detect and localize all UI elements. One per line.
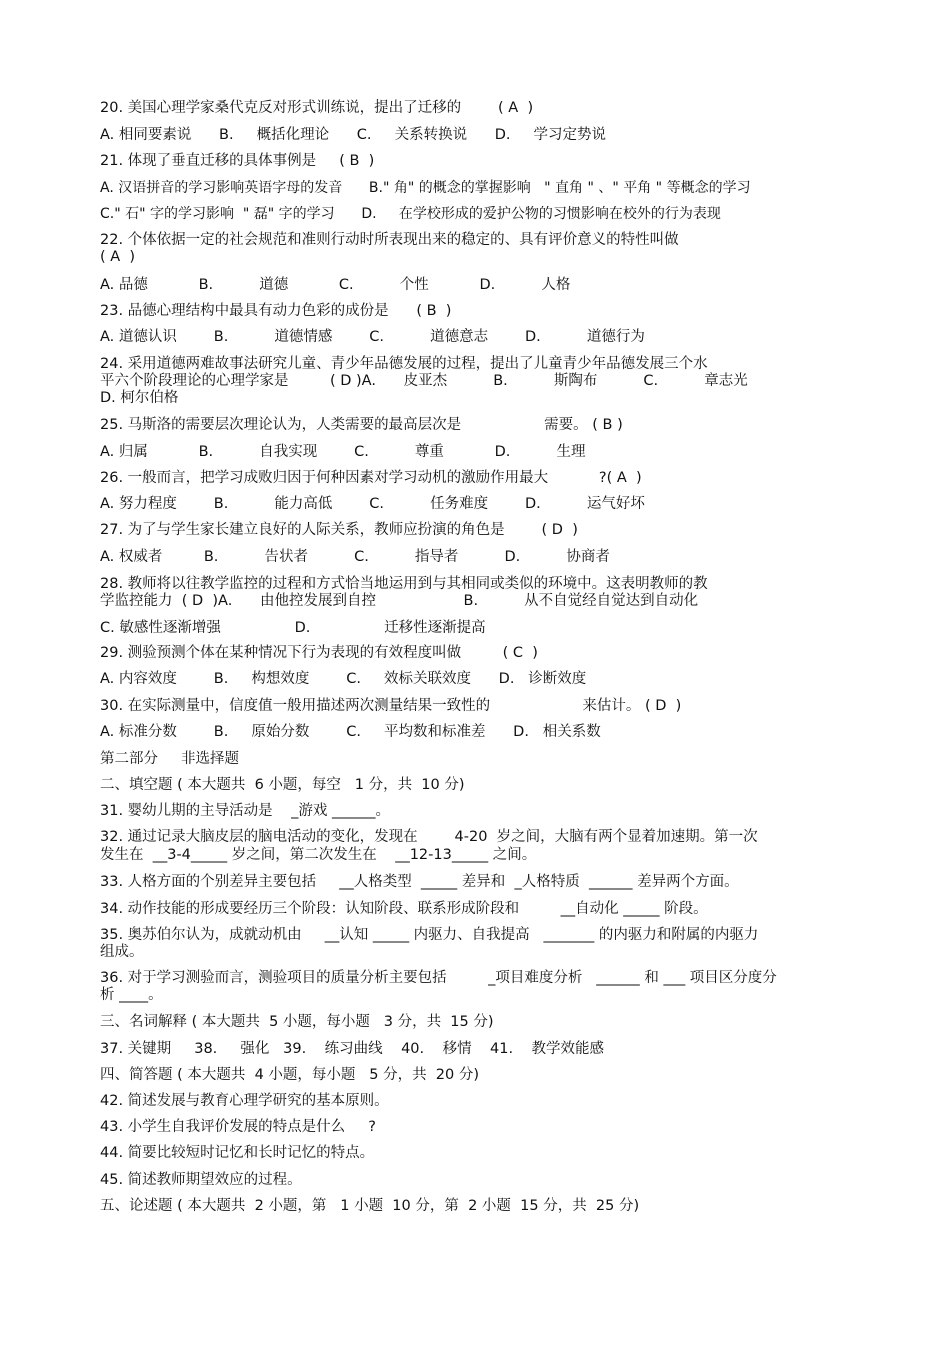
section-terms-heading: 三、名词解释 ( 本大题共 5 小题，每小题 3 分，共 15 分) xyxy=(100,1014,494,1030)
part-two-heading: 第二部分 非选择题 xyxy=(100,751,240,767)
options-27: A. 权威者 B. 告状者 C. 指导者 D. 协商者 xyxy=(100,549,610,565)
options-21-ab: A. 汉语拼音的学习影响英语字母的发音 B." 角" 的概念的掌握影响 " 直角 " 、" 平角 " 等概念的学习 xyxy=(100,180,751,196)
question-32: 32. 通过记录大脑皮层的脑电活动的变化，发现在 4-20 岁之间，大脑有两个显着加速期。第一次 xyxy=(100,829,758,845)
options-29: A. 内容效度 B. 构想效度 C. 效标关联效度 D. 诊断效度 xyxy=(100,671,587,687)
question-21: 21. 体现了垂直迁移的具体事例是 ( B ) xyxy=(100,153,375,169)
section-short-answer-heading: 四、简答题 ( 本大题共 4 小题，每小题 5 分，共 20 分) xyxy=(100,1067,480,1083)
question-44: 44. 简要比较短时记忆和长时记忆的特点。 xyxy=(100,1145,375,1161)
question-32-cont: 发生在 __3-4_____ 岁之间，第二次发生在 __12-13_____ 之间。 xyxy=(100,847,537,863)
question-30: 30. 在实际测量中，信度值一般用描述两次测量结果一致性的 来估计。 ( D ) xyxy=(100,698,682,714)
options-22: A. 品德 B. 道德 C. 个性 D. 人格 xyxy=(100,277,571,293)
question-42: 42. 简述发展与教育心理学研究的基本原则。 xyxy=(100,1093,389,1109)
question-29: 29. 测验预测个体在某种情况下行为表现的有效程度叫做 ( C ) xyxy=(100,645,538,661)
options-26: A. 努力程度 B. 能力高低 C. 任务难度 D. 运气好坏 xyxy=(100,496,645,512)
question-22: 22. 个体依据一定的社会规范和准则行动时所表现出来的稳定的、具有评价意义的特性叫做 xyxy=(100,232,679,248)
question-34: 34. 动作技能的形成要经历三个阶段：认知阶段、联系形成阶段和 __自动化 _____ 阶段。 xyxy=(100,901,708,917)
section-fill-blank-heading: 二、填空题 ( 本大题共 6 小题，每空 1 分，共 10 分) xyxy=(100,777,465,793)
options-20: A. 相同要素说 B. 概括化理论 C. 关系转换说 D. 学习定势说 xyxy=(100,127,607,143)
question-24: 24. 采用道德两难故事法研究儿童、青少年品德发展的过程，提出了儿童青少年品德发展三个水 xyxy=(100,356,708,372)
section-essay-heading: 五、论述题 ( 本大题共 2 小题，第 1 小题 10 分，第 2 小题 15 分，共 25 分) xyxy=(100,1198,640,1214)
question-27: 27. 为了与学生家长建立良好的人际关系，教师应扮演的角色是 ( D ) xyxy=(100,522,578,538)
question-33: 33. 人格方面的个别差异主要包括 __人格类型 _____ 差异和 _人格特质 ______ 差异两个方面。 xyxy=(100,874,739,890)
question-23: 23. 品德心理结构中最具有动力色彩的成份是 ( B ) xyxy=(100,303,452,319)
question-28: 28. 教师将以往教学监控的过程和方式恰当地运用到与其相同或类似的环境中。这表明教师的教 xyxy=(100,576,708,592)
options-25: A. 归属 B. 自我实现 C. 尊重 D. 生理 xyxy=(100,444,586,460)
question-43: 43. 小学生自我评价发展的特点是什么 ? xyxy=(100,1119,376,1135)
question-35-cont: 组成。 xyxy=(100,944,144,960)
options-28-cd: C. 敏感性逐渐增强 D. 迁移性逐渐提高 xyxy=(100,620,486,636)
options-21-cd: C." 石" 字的学习影响 " 磊" 字的学习 D. 在学校形成的爱护公物的习惯影响在校外的行为表现 xyxy=(100,206,721,222)
question-36-cont: 析 ____。 xyxy=(100,987,163,1003)
option-24-d: D. 柯尔伯格 xyxy=(100,390,179,406)
question-35: 35. 奥苏伯尔认为，成就动机由 __认知 _____ 内驱力、自我提高 _______ 的内驱力和附属的内驱力 xyxy=(100,927,759,943)
questions-37-41: 37. 关键期 38. 强化 39. 练习曲线 40. 移情 41. 教学效能感 xyxy=(100,1041,605,1057)
question-26: 26. 一般而言，把学习成败归因于何种因素对学习动机的激励作用最大 ?( A ) xyxy=(100,470,642,486)
question-28-cont: 学监控能力 ( D )A. 由他控发展到自控 B. 从不自觉经自觉达到自动化 xyxy=(100,593,699,609)
options-30: A. 标准分数 B. 原始分数 C. 平均数和标准差 D. 相关系数 xyxy=(100,724,601,740)
options-23: A. 道德认识 B. 道德情感 C. 道德意志 D. 道德行为 xyxy=(100,329,645,345)
question-25: 25. 马斯洛的需要层次理论认为，人类需要的最高层次是 需要。 ( B ) xyxy=(100,417,623,433)
answer-22: ( A ) xyxy=(100,249,136,265)
question-24-cont: 平六个阶段理论的心理学家是 ( D )A. 皮亚杰 B. 斯陶布 C. 章志光 xyxy=(100,373,748,389)
question-20: 20. 美国心理学家桑代克反对形式训练说，提出了迁移的 ( A ) xyxy=(100,100,534,116)
question-36: 36. 对于学习测验而言，测验项目的质量分析主要包括 _项目难度分析 ______ 和 ___ 项目区分度分 xyxy=(100,970,777,986)
question-31: 31. 婴幼儿期的主导活动是 _游戏 ______。 xyxy=(100,803,390,819)
question-45: 45. 简述教师期望效应的过程。 xyxy=(100,1172,302,1188)
